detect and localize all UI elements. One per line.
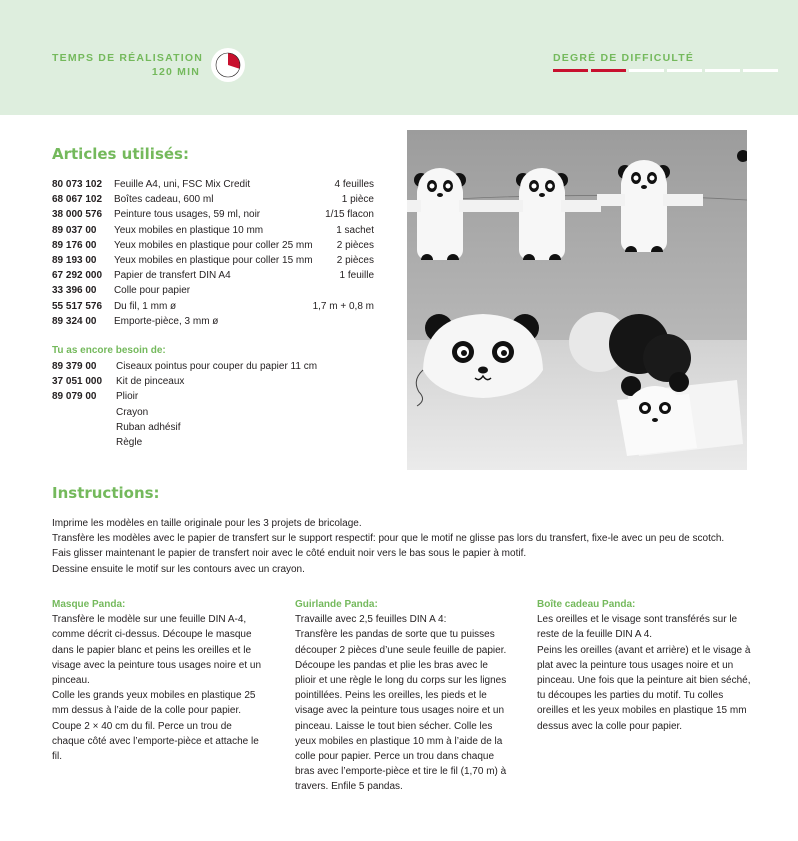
articles-table [52,177,374,329]
needs-name: Plioir [116,391,139,403]
needs-row [52,374,317,389]
instruction-line: Fais glisser maintenant le papier de transfert noir avec le côté enduit noir vers le bas sous le papier à motif. [52,548,527,560]
article-qty: 1/15 flacon [325,209,374,221]
needs-name: Ruban adhésif [116,421,181,433]
needs-row [52,389,317,404]
garland-title: Guirlande Panda: [295,599,378,610]
article-qty: 2 pièces [336,255,374,267]
giftbox-text: Les oreilles et le visage sont transférés sur le reste de la feuille DIN A 4. [537,614,738,641]
article-ref: 55 517 576 [52,300,103,312]
garland-text-2: Transfère les pandas de sorte que tu puisses découper 2 pièces d’une seule feuille de papier. Découpe les pandas et plie les bras avec le plioir et une règle le long du corps sur les lignes pointillées. Peins les oreilles, les pieds et le visage avec la peinture tous usages noire et un pinceau. Laisse le tout bien sécher. Colle les yeux mobiles en plastique 10 mm à l’aide de la colle pour papier. Perce un trou dans chaque bras avec l’emporte-pièce et tire le fil (1,70 m) à travers. Enfile 5 pandas. [295,629,507,793]
article-row [52,177,374,192]
article-name: Du fil, 1 mm ø [113,300,177,312]
article-row [52,223,374,238]
mask-column [52,597,267,764]
article-qty: 1 pièce [341,194,374,206]
article-qty [313,314,374,329]
needs-name: Ciseaux pointus pour couper du papier 11 cm [116,361,318,372]
needs-row [52,405,317,420]
article-name: Peinture tous usages, 59 ml, noir [113,209,261,221]
articles-title: Articles utilisés: [52,145,189,163]
article-qty: 1 sachet [336,224,374,236]
article-ref: 89 037 00 [52,224,97,236]
giftbox-column [537,597,752,734]
article-row [52,192,374,207]
needs-ref [52,435,116,450]
needs-name: Crayon [116,406,149,418]
instruction-line: Transfère les modèles avec le papier de transfert sur le support respectif: pour que le motif ne glisse pas lors du transfert, fixe-le avec un peu de scotch. [52,533,725,545]
article-name: Emporte-pièce, 3 mm ø [113,315,219,327]
difficulty-segment [743,69,778,72]
article-name: Yeux mobiles en plastique 10 mm [113,224,264,236]
difficulty-segment [705,69,740,72]
article-ref: 33 396 00 [52,285,97,297]
instruction-line: Imprime les modèles en taille originale pour les 3 projets de bricolage. [52,518,362,529]
giftbox-title: Boîte cadeau Panda: [537,599,636,610]
difficulty-segment [667,69,702,72]
difficulty-segment [629,69,664,72]
giftbox-text-2: Peins les oreilles (avant et arrière) et le visage à plat avec la peinture tous usages noire et un pinceau. Une fois que la peinture ait bien séché, tu découpes les parties du motif. Tu colles oreilles et les yeux mobiles en plastique 15 mm dessus avec la colle pour papier. [537,644,751,732]
article-row [52,253,374,268]
article-ref: 89 176 00 [52,239,97,251]
article-row [52,238,374,253]
article-qty [313,283,374,298]
needs-title: Tu as encore besoin de: [52,345,166,356]
article-ref: 89 193 00 [52,255,97,267]
needs-table [52,359,317,450]
article-row [52,283,374,298]
article-ref: 67 292 000 [52,270,103,282]
article-name: Colle pour papier [113,285,191,297]
time-value: 120 MIN [151,66,200,78]
garland-text: Travaille avec 2,5 feuilles DIN A 4: [295,614,447,626]
article-ref: 80 073 102 [52,179,103,190]
article-qty: 1 feuille [339,270,374,282]
instructions-title: Instructions: [52,484,160,502]
mask-title: Masque Panda: [52,599,126,610]
article-qty: 4 feuilles [334,179,374,190]
difficulty-bars [553,69,778,72]
needs-ref: 89 079 00 [52,391,97,403]
article-row [52,207,374,222]
needs-row [52,359,317,374]
article-qty: 2 pièces [336,239,374,251]
mask-text: Transfère le modèle sur une feuille DIN A-4, comme décrit ci-dessus. Découpe le masque dans le papier blanc et peins les oreilles et le visage avec la peinture tous usages noire et un pinceau. [52,614,262,687]
instruction-line: Dessine ensuite le motif sur les contours avec un crayon. [52,563,305,575]
article-name: Yeux mobiles en plastique pour coller 25 mm [113,239,313,251]
needs-ref: 37 051 000 [52,376,103,388]
instructions-intro [52,516,752,577]
article-name: Feuille A4, uni, FSC Mix Credit [113,179,251,190]
difficulty-segment [553,69,588,72]
time-label: TEMPS DE RÉALISATION [52,52,203,64]
article-name: Papier de transfert DIN A4 [113,270,231,282]
needs-ref: 89 379 00 [52,361,97,372]
needs-row [52,420,317,435]
needs-name: Règle [116,437,143,449]
difficulty-segment [591,69,626,72]
clock-icon [211,48,245,82]
garland-column [295,597,510,795]
article-ref: 68 067 102 [52,194,103,206]
article-row [52,268,374,283]
article-qty: 1,7 m + 0,8 m [312,300,374,312]
needs-row [52,435,317,450]
article-ref: 38 000 576 [52,209,103,221]
article-name: Boîtes cadeau, 600 ml [113,194,214,206]
article-row [52,299,374,314]
difficulty-label: DEGRÉ DE DIFFICULTÉ [553,52,695,64]
needs-ref [52,405,116,420]
article-ref: 89 324 00 [52,315,97,327]
article-name: Yeux mobiles en plastique pour coller 15 mm [113,255,313,267]
mask-text-2: Colle les grands yeux mobiles en plastique 25 mm dessus à l’aide de la colle pour papier. Coupe 2 × 40 cm du fil. Perce un trou de chaque côté avec l’emporte-pièce et attache le fil. [52,690,259,763]
needs-name: Kit de pinceaux [116,376,185,388]
panda-photo [407,130,747,470]
needs-ref [52,420,116,435]
article-row [52,314,374,329]
